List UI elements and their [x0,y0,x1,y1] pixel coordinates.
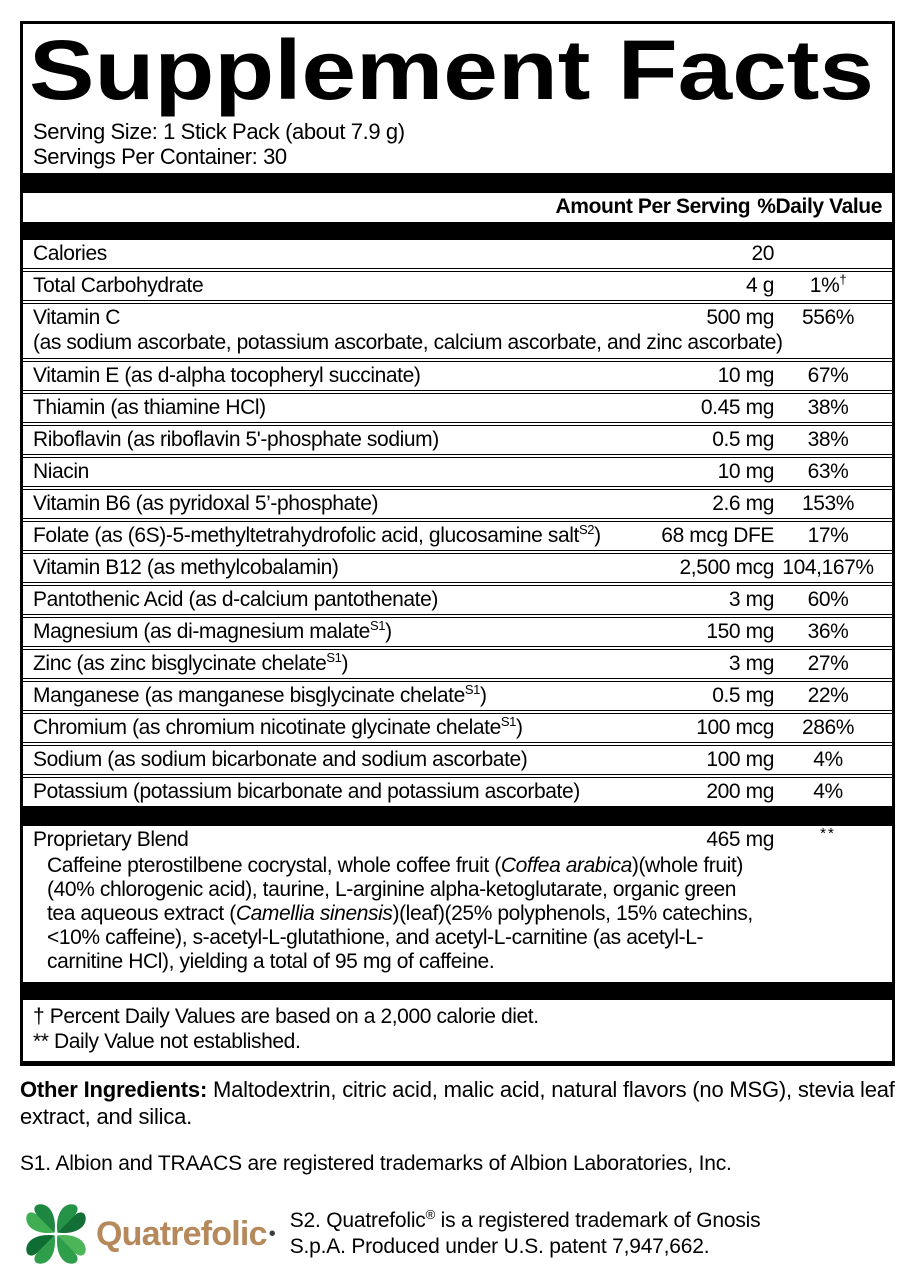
footnote-daily-values: † Percent Daily Values are based on a 2,000 calorie diet. [33,1005,539,1028]
nutrient-amount: 10 mg [717,364,774,387]
nutrient-daily-value: 27% [807,652,849,675]
nutrient-daily-value: 63% [807,460,849,483]
nutrient-amount: 100 mcg [696,716,774,739]
nutrient-name: Chromium (as chromium nicotinate glycinate chelate$^{S1}$) [33,714,523,739]
nutrient-amount: 68 mcg DFE [661,524,774,547]
s1-trademark-note: S1. Albion and TRAACS are registered trademarks of Albion Laboratories, Inc. [20,1152,732,1175]
nutrient-amount: 150 mg [706,620,774,643]
blend-dv-asterisks: ** [820,825,836,842]
nutrient-daily-value: 38% [807,428,849,451]
blend-dv [774,826,882,854]
supplement-facts-panel [20,21,895,1066]
blend-header-row [33,826,882,854]
nutrient-name: Riboflavin (as riboflavin 5'-phosphate sodium) [33,428,439,451]
nutrient-name: Vitamin B12 (as methylcobalamin) [33,556,339,579]
nutrient-name: Manganese (as manganese bisglycinate chelate$^{S1}$) [33,682,487,707]
nutrient-name: Vitamin E (as d-alpha tocopheryl succinate) [33,364,421,387]
nutrient-daily-value: 286% [801,716,855,739]
nutrient-name: Thiamin (as thiamine HCl) [33,396,266,419]
nutrient-amount: 200 mg [706,780,774,803]
nutrient-name: Folate (as (6S)-5-methyltetrahydrofolic acid, glucosamine salt$^{S2}$) [33,522,601,547]
divider-bar [23,982,892,1000]
nutrient-name: Pantothenic Acid (as d-calcium pantothenate) [33,588,438,611]
other-ingredients [20,1076,895,1130]
nutrient-daily-value: 1%† [809,272,847,297]
nutrient-row [23,646,892,678]
nutrient-amount: 500 mg [706,306,774,329]
panel-title-graphic [29,23,878,119]
nutrient-amount: 3 mg [728,652,774,675]
servings-per-container: Servings Per Container: 30 [33,144,287,169]
nutrient-daily-value: 4% [813,748,843,771]
nutrient-row [23,240,892,268]
nutrient-name: Sodium (as sodium bicarbonate and sodium ascorbate) [33,748,528,771]
proprietary-blend-section [23,826,892,982]
nutrient-name: Magnesium (as di-magnesium malate$^{S1}$) [33,618,392,643]
quatrefolic-logo [20,1198,276,1270]
quatrefolic-tm-dot: • [268,1222,276,1245]
other-ingredients-label: Other Ingredients: [20,1077,208,1102]
nutrient-row [23,550,892,582]
nutrient-row [23,358,892,390]
nutrient-row [23,582,892,614]
nutrient-table [23,240,892,806]
s2-trademark-note: S2. Quatrefolic® is a registered trademark of Gnosis S.p.A. Produced under U.S. patent 7,947,662. [289,1207,761,1258]
nutrient-name: Vitamin C [33,306,121,329]
divider-bar [23,173,892,193]
nutrient-row [23,614,892,646]
blend-name: Proprietary Blend [33,828,189,851]
column-header [23,193,892,222]
nutrient-amount: 20 [751,242,774,265]
divider-bar [23,806,892,826]
nutrient-row [23,678,892,710]
nutrient-amount: 0.45 mg [700,396,774,419]
nutrient-row [23,774,892,806]
nutrient-name-second-line: (as sodium ascorbate, potassium ascorbate, calcium ascorbate, and zinc ascorbate) [33,331,783,354]
nutrient-row [23,300,892,358]
nutrient-name: Calories [33,242,107,265]
nutrient-row [23,518,892,550]
nutrient-daily-value: 60% [807,588,849,611]
nutrient-row [23,742,892,774]
nutrient-daily-value: 38% [807,396,849,419]
nutrient-row [23,268,892,300]
footnotes [23,1000,892,1061]
col-amount-per-serving: Amount Per Serving [555,195,751,218]
nutrient-name: Vitamin B6 (as pyridoxal 5’-phosphate) [33,492,379,515]
nutrient-amount: 100 mg [706,748,774,771]
nutrient-row [23,486,892,518]
panel-title: Supplement Facts [29,23,874,117]
footnote-dv-not-established: ** Daily Value not established. [33,1030,301,1053]
nutrient-amount: 3 mg [728,588,774,611]
quatrefolic-wordmark: Quatrefolic [96,1215,267,1253]
nutrient-amount: 2,500 mcg [679,556,774,579]
serving-size: Serving Size: 1 Stick Pack (about 7.9 g) [33,119,405,144]
nutrient-daily-value: 17% [807,524,849,547]
nutrient-daily-value: 556% [801,306,855,329]
col-percent-daily-value: %Daily Value [757,195,882,218]
nutrient-daily-value: 67% [807,364,849,387]
nutrient-name: Niacin [33,460,89,483]
blend-description: Caffeine pterostilbene cocrystal, whole coffee fruit (Coffea arabica)(whole fruit)(40% chlorogenic acid), taurine, L-arginine alpha-ketoglutarate, organic green tea aqueous extract (Camellia sinensis)(leaf)(25% polyphenols, 15% catechins, <10% caffeine), s-acetyl-L-glutathione, and acetyl-L-carnitine (as acetyl-L-carnitine HCl), yielding a total of 95 mg of caffeine. [47,854,753,973]
nutrient-daily-value: 36% [807,620,849,643]
other-ingredients-text: Maltodextrin, citric acid, malic acid, natural flavors (no MSG), stevia leaf extract, and silica. [20,1077,895,1129]
divider-bar [23,222,892,240]
serving-info [23,119,892,173]
nutrient-amount: 0.5 mg [712,684,774,707]
nutrient-daily-value: 22% [807,684,849,707]
nutrient-name: Total Carbohydrate [33,274,204,297]
nutrient-amount: 0.5 mg [712,428,774,451]
nutrient-daily-value: 4% [813,780,843,803]
nutrient-row [23,390,892,422]
blend-amount: 465 mg [706,828,774,851]
quatrefolic-block [20,1198,895,1270]
nutrient-amount: 4 g [746,274,774,297]
nutrient-row [23,422,892,454]
nutrient-name: Zinc (as zinc bisglycinate chelate$^{S1}$) [33,650,349,675]
nutrient-row [23,454,892,486]
nutrient-row [23,710,892,742]
clover-icon [20,1198,92,1270]
nutrient-amount: 10 mg [717,460,774,483]
nutrient-daily-value: 153% [801,492,855,515]
nutrient-amount: 2.6 mg [712,492,774,515]
nutrient-name: Potassium (potassium bicarbonate and potassium ascorbate) [33,780,580,803]
nutrient-daily-value: 104,167% [782,556,874,579]
